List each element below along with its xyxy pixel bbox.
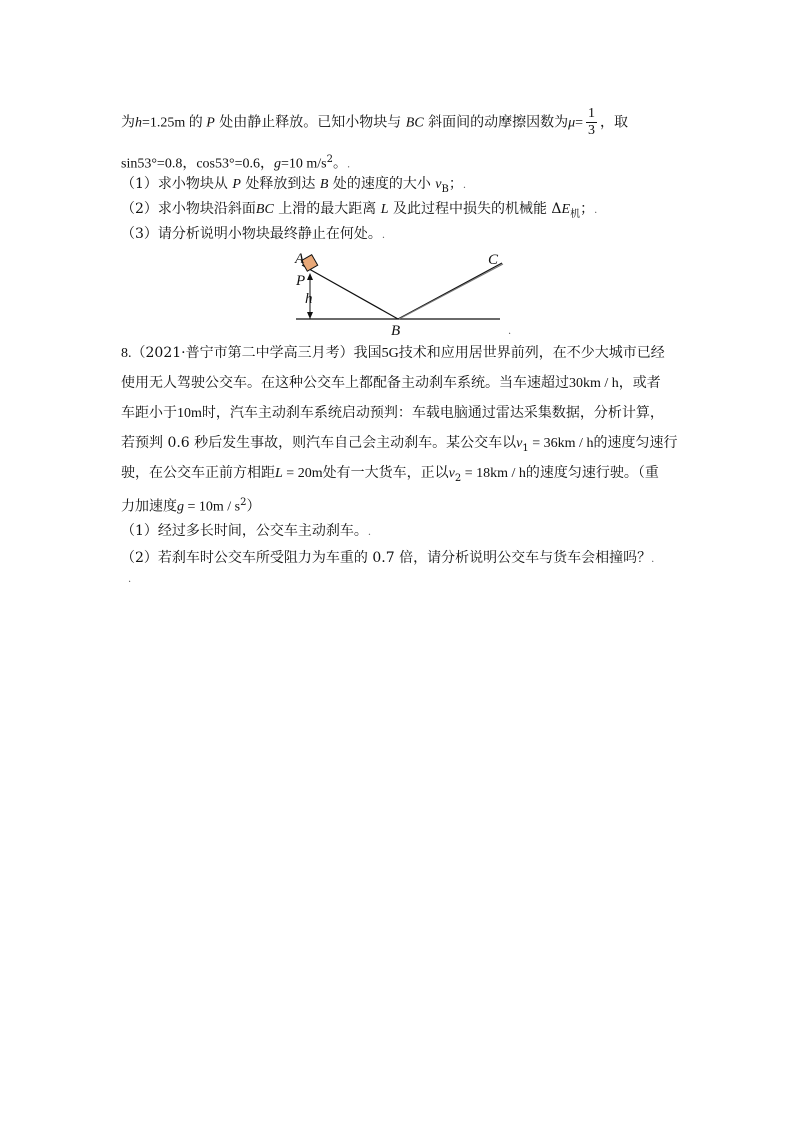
incline-bc-shadow xyxy=(399,264,503,319)
equals-sign: = xyxy=(575,115,584,131)
speed-threshold: 30km / h xyxy=(569,376,619,391)
text: （2）求小物块沿斜面 xyxy=(121,201,256,217)
var-bc: BC xyxy=(405,115,424,131)
p7-intro-line-1 xyxy=(121,106,628,139)
text: 我国 xyxy=(353,345,382,361)
var-g: g xyxy=(177,499,184,515)
fraction-numerator: 1 xyxy=(588,106,596,121)
edit-mark: . xyxy=(381,230,386,241)
text: 处有一大货车，正以 xyxy=(322,465,449,481)
var-p: P xyxy=(232,177,241,192)
text: 驶，在公交车正前方相距 xyxy=(121,465,275,481)
label-c: C xyxy=(488,252,499,268)
text: 时，汽车主动刹车系统启动预判：车载电脑通过雷达采集数据，分析计算， xyxy=(201,405,664,421)
v2-value: = 18km / h xyxy=(461,466,526,481)
fraction-denominator: 3 xyxy=(588,123,596,138)
incline-bc xyxy=(398,263,502,319)
text: （2）若刹车时公交车所受阻力为车重的 0.7 倍，请分析说明公交车与货车会相撞吗？ xyxy=(121,550,652,566)
text: ） xyxy=(246,498,261,515)
p8-line-1 xyxy=(121,343,665,364)
label-p: P xyxy=(296,273,306,289)
var-v1: v xyxy=(516,436,523,451)
p8-line-5 xyxy=(121,463,659,489)
text: 使用无人驾驶公交车。在这种公交车上都配备主动刹车系统。当车速超过 xyxy=(121,375,569,391)
edit-mark: . xyxy=(128,574,132,585)
text: 力加速度 xyxy=(121,498,177,515)
trailing-mark-line xyxy=(128,568,131,590)
text: 车距小于 xyxy=(121,405,177,421)
var-v2: v xyxy=(448,466,455,481)
label-a: A xyxy=(295,251,305,267)
subscript: 1 xyxy=(522,442,529,454)
edit-mark: . xyxy=(367,527,372,538)
subscript: B xyxy=(441,183,449,195)
var-g: g xyxy=(274,156,281,172)
var-p: P xyxy=(206,115,215,131)
text: 及此过程中损失的机械能 Δ xyxy=(388,201,562,217)
text: 斜面间的动摩擦因数为 xyxy=(423,114,569,131)
superscript: 2 xyxy=(240,497,247,508)
problem-number: 8. xyxy=(121,346,132,361)
text: 上滑的最大距离 xyxy=(273,201,381,217)
var-bc: BC xyxy=(255,202,274,217)
p8-question-1 xyxy=(121,521,371,543)
text: 。 xyxy=(333,155,347,172)
edit-mark: . xyxy=(462,180,467,191)
distance-threshold: 10m xyxy=(177,406,202,421)
problem-source: （2021·普宁市第二中学高三月考） xyxy=(131,345,354,361)
fraction-one-third xyxy=(586,106,597,139)
label-b: B xyxy=(391,323,401,339)
text: =1.25m 的 xyxy=(142,115,207,131)
text: 为 xyxy=(121,114,135,131)
height-arrow-head-up xyxy=(307,273,313,280)
p7-question-1 xyxy=(121,174,466,200)
text: 处由静止释放。已知小物块与 xyxy=(214,114,406,131)
incline-ab xyxy=(302,265,398,319)
v1-value: = 36km / h xyxy=(528,436,594,451)
text: 处的速度的大小 xyxy=(328,176,436,192)
text: 若预判 0.6 秒后发生事故，则汽车自己会主动刹车。某公交车以 xyxy=(121,435,517,451)
text: （3）请分析说明小物块最终静止在何处。 xyxy=(121,226,382,242)
text: 的速度匀速行驶。（重 xyxy=(525,465,659,481)
text: ； xyxy=(580,201,595,217)
l-value: = 20m xyxy=(282,466,323,481)
edit-mark: . xyxy=(508,326,512,337)
p8-line-6 xyxy=(121,493,261,518)
text: 技术和应用居世界前列，在不少大城市已经 xyxy=(398,345,665,361)
p8-line-3 xyxy=(121,403,664,424)
p7-intro-line-2 xyxy=(121,150,350,176)
var-h: h xyxy=(135,115,142,131)
superscript: 2 xyxy=(326,154,333,165)
p8-line-4 xyxy=(121,433,677,459)
edit-mark: . xyxy=(347,159,351,171)
text: （1）求小物块从 xyxy=(121,176,233,192)
text: sin53°=0.8，cos53°=0.6， xyxy=(121,156,274,172)
g-value: = 10m / s xyxy=(184,499,241,515)
p8-question-2 xyxy=(121,548,654,570)
var-v: v xyxy=(435,177,442,192)
var-mu: μ xyxy=(568,115,576,131)
var-e: E xyxy=(561,202,571,217)
p7-question-3 xyxy=(121,224,385,246)
label-h: h xyxy=(305,291,313,307)
var-b: B xyxy=(319,177,329,192)
text: =10 m/s xyxy=(281,156,327,172)
p7-question-2 xyxy=(121,199,597,225)
var-l: L xyxy=(380,202,389,217)
height-arrow-head-down xyxy=(307,312,313,319)
edit-mark: . xyxy=(651,554,655,565)
text: ； xyxy=(448,176,463,192)
text: 处释放到达 xyxy=(240,176,320,192)
var-l: L xyxy=(275,466,283,481)
p8-line-2 xyxy=(121,373,661,394)
edit-mark: . xyxy=(594,205,598,216)
text: ，取 xyxy=(600,114,629,131)
text: （1）经过多长时间，公交车主动刹车。 xyxy=(121,523,368,539)
text: 的速度匀速行 xyxy=(593,435,678,451)
text: ，或者 xyxy=(618,375,661,391)
subscript: 机 xyxy=(570,208,581,220)
incline-figure xyxy=(290,248,530,340)
term-5g: 5G xyxy=(381,346,399,361)
subscript: 2 xyxy=(454,472,462,484)
